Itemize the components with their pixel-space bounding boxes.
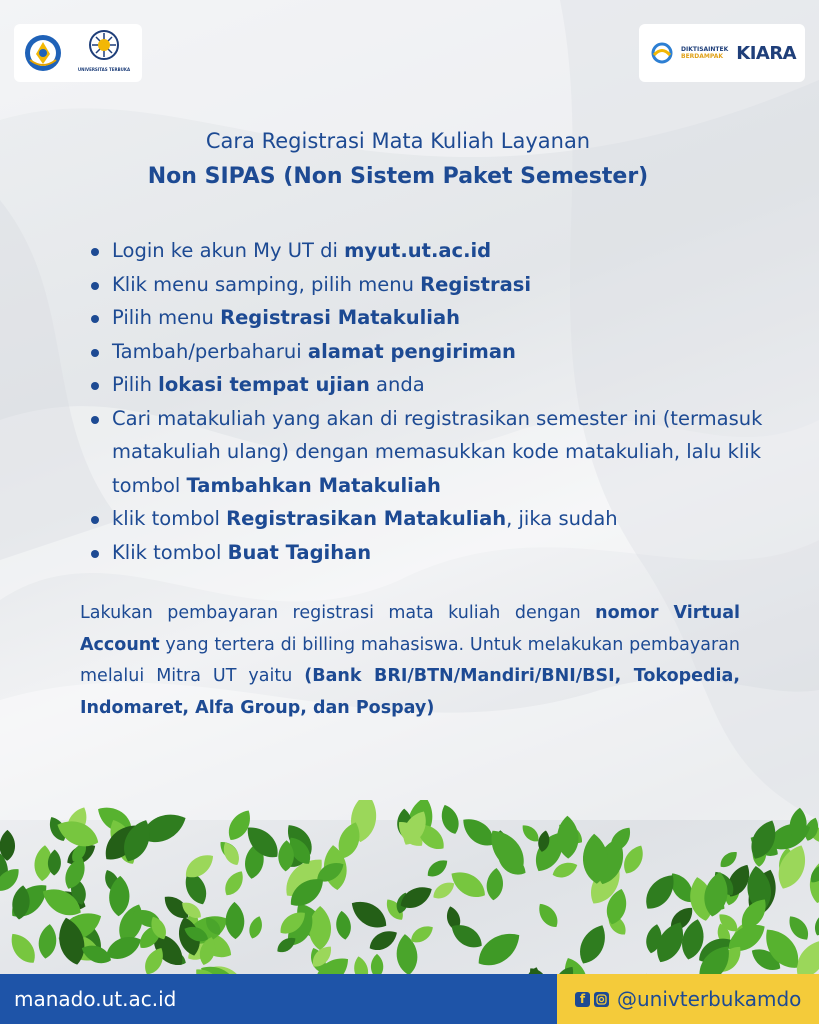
leaf-shape (717, 848, 740, 871)
leaf-shape (619, 842, 648, 877)
leaf-shape (221, 868, 248, 899)
step-text: Tambah/perbaharui (112, 339, 308, 363)
payment-paragraph (80, 598, 740, 724)
step-text: Pilih (112, 373, 159, 396)
footer-social (557, 974, 819, 1024)
leaves-decoration (0, 800, 819, 976)
footer-website (0, 974, 557, 1024)
step-bold: Registrasi (420, 272, 532, 296)
instagram-icon[interactable] (594, 992, 609, 1007)
leaf-shape (430, 878, 458, 902)
paragraph-text: Lakukan pembayaran registrasi mata kuliah dengan (80, 603, 596, 623)
leaf-shape (225, 902, 245, 940)
step-text: Klik menu samping, pilih menu (112, 272, 421, 296)
step-bold: Buat Tagihan (227, 540, 372, 564)
social-handle[interactable]: @univterbukamdo (617, 987, 802, 1011)
leaf-shape (485, 867, 504, 901)
step-text: Klik tombol (112, 540, 228, 564)
list-item (88, 368, 814, 402)
step-bold: Registrasikan Matakuliah (226, 507, 507, 530)
leaf-shape (334, 910, 352, 941)
leaf-shape (247, 914, 265, 940)
ut-logo-caption: UNIVERSITAS TERBUKA (77, 67, 131, 72)
paragraph-bold: nomor Virtual Account (80, 603, 741, 655)
list-item (88, 234, 814, 268)
leaf-shape (811, 909, 819, 938)
leaf-shape (366, 926, 401, 955)
page-title-line2: Non SIPAS (Non Sistem Paket Semester) (147, 164, 649, 189)
step-bold: myut.ut.ac.id (344, 239, 492, 262)
header-logo-left (14, 24, 142, 82)
step-text-after: , jika sudah (506, 507, 618, 530)
leaf-shape (472, 925, 527, 974)
list-item (88, 502, 814, 536)
leaf-shape (424, 856, 451, 881)
list-item (88, 301, 814, 335)
leaf-shape (371, 954, 384, 976)
step-bold: lokasi tempat ujian (158, 373, 370, 396)
diktis-line1: DIKTISAINTEK (681, 46, 729, 53)
step-text: Pilih menu (112, 306, 221, 329)
website-text[interactable]: manado.ut.ac.id (14, 987, 177, 1011)
step-bold: Tambahkan Matakuliah (186, 473, 441, 497)
facebook-icon[interactable]: f (575, 992, 590, 1007)
page-title-line1: Cara Registrasi Mata Kuliah Layanan (205, 129, 591, 153)
leaf-shape (5, 929, 41, 968)
leaf-shape (352, 955, 371, 976)
leaf-shape (574, 920, 612, 968)
list-item (88, 268, 814, 302)
paragraph-bold: (Bank BRI/BTN/Mandiri/BNI/BSI, Tokopedia, Indomaret, Alfa Group, dan Pospay) (80, 666, 740, 718)
kemendikbud-logo-icon (24, 34, 62, 72)
leaf-shape (37, 923, 59, 960)
ut-logo (74, 29, 134, 77)
leaf-shape (346, 895, 392, 935)
diktisaintek-berdampak-logo-icon (651, 42, 673, 64)
step-text-after: anda (369, 373, 425, 396)
diktis-line2: BERDAMPAK (681, 53, 724, 60)
kiara-logo-icon: KIARA (736, 42, 797, 64)
universitas-terbuka-logo-icon (84, 29, 124, 65)
leaf-shape (437, 802, 462, 836)
step-text: klik tombol (112, 507, 227, 530)
leaf-shape (534, 900, 562, 931)
paragraph-text: yang tertera di billing mahasiswa. Untuk melakukan pembayaran melalui Mitra UT yaitu (80, 634, 740, 686)
step-bold: alamat pengiriman (307, 339, 516, 363)
list-item (88, 536, 814, 570)
steps-list (88, 234, 814, 569)
diktisaintek-text (681, 46, 728, 60)
list-item (88, 335, 814, 369)
step-text: Login ke akun My UT di (112, 239, 345, 262)
list-item (88, 402, 814, 503)
header-logo-right (639, 24, 805, 82)
step-text: Cari matakuliah yang akan di registrasikan semester ini (termasuk matakuliah ulang) dengan memasukkan kode matakuliah, lalu klik tombol (112, 406, 763, 497)
step-bold: Registrasi Matakuliah (220, 306, 461, 329)
